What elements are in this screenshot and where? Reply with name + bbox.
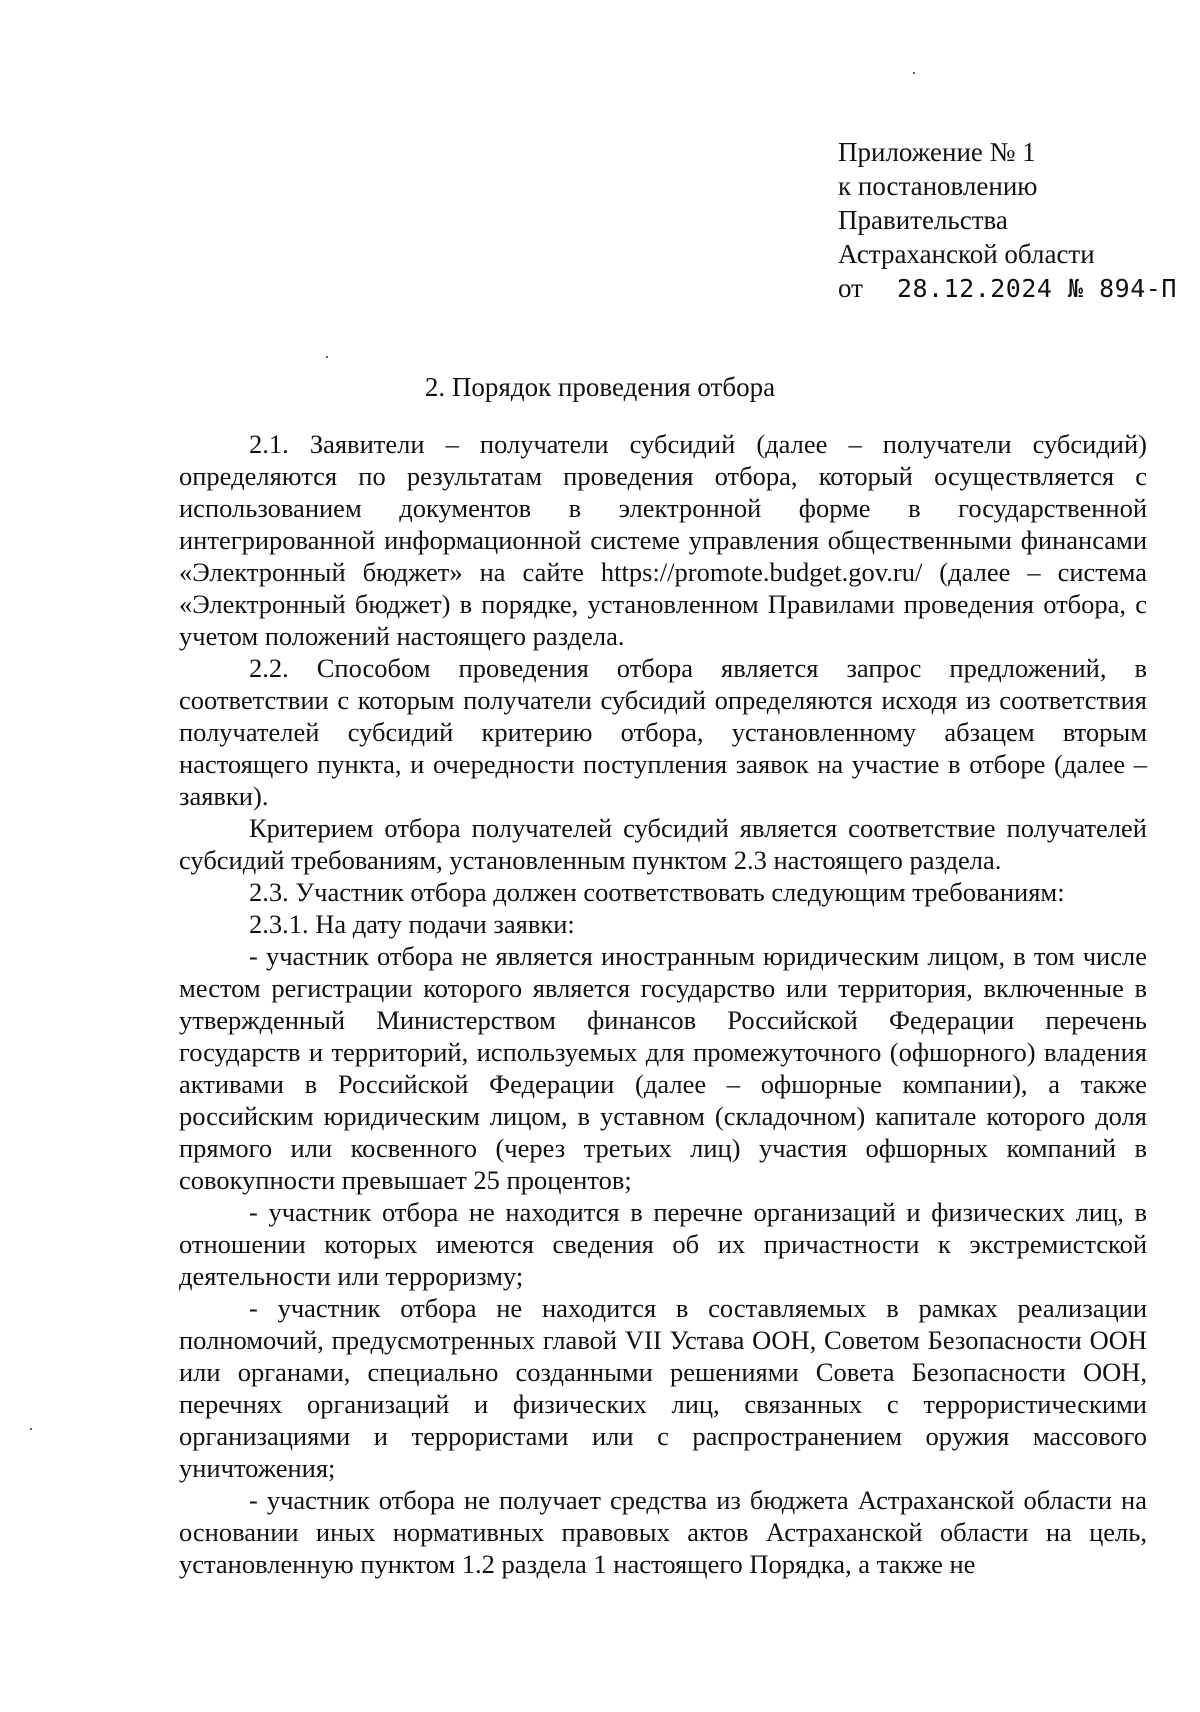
paragraph-2-1: 2.1. Заявители – получатели субсидий (далее – получатели субсидий) определяются по результатам проведения отбора, который осуществляется с использованием документов в электронной форме в государственной интегрированной информационной системе управления общественными финансами «Электронный бюджет» на сайте https://promote.budget.gov.ru/ (далее – система «Электронный бюджет) в порядке, установленном Правилами проведения отбора, с учетом положений настоящего раздела.	[179, 429, 1147, 651]
date-prefix: от	[838, 273, 863, 303]
attachment-line-3: Правительства	[838, 205, 1008, 235]
attachment-line-4: Астраханской области	[838, 239, 1095, 269]
attachment-line-1: Приложение № 1	[838, 137, 1036, 167]
scan-speck	[913, 72, 915, 74]
list-item-extremism: - участник отбора не находится в перечне организаций и физических лиц, в отношении которых имеются сведения об их причастности к экстремистской деятельности или терроризму;	[179, 1197, 1147, 1291]
date-stamp: 28.12.2024 № 894-П	[896, 274, 1177, 303]
section-title: 2. Порядок проведения отбора	[424, 372, 776, 402]
attachment-date-row	[838, 271, 1177, 306]
paragraph-2-2: 2.2. Способом проведения отбора является запрос предложений, в соответствии с которым получатели субсидий определяются исходя из соответствия получателей субсидий критерию отбора, установленному абзацем вторым настоящего пункта, и очередности поступления заявок на участие в отборе (далее – заявки).	[179, 653, 1147, 811]
scan-speck	[326, 356, 328, 358]
attachment-line-2: к постановлению	[838, 171, 1038, 201]
paragraph-criterion: Критерием отбора получателей субсидий является соответствие получателей субсидий требованиям, установленным пунктом 2.3 настоящего раздела.	[179, 813, 1147, 875]
scan-speck	[30, 1428, 32, 1430]
paragraph-2-3-1: 2.3.1. На дату подачи заявки:	[249, 909, 575, 939]
list-item-budget-funds: - участник отбора не получает средства из бюджета Астраханской области на основании иных нормативных правовых актов Астраханской области на цель, установленную пунктом 1.2 раздела 1 настоящего Порядка, а также не	[179, 1485, 1147, 1579]
paragraph-2-3: 2.3. Участник отбора должен соответствовать следующим требованиям:	[249, 877, 1065, 907]
list-item-offshore: - участник отбора не является иностранным юридическим лицом, в том числе местом регистрации которого является государство или территория, включенные в утвержденный Министерством финансов Российской Федерации перечень государств и территорий, используемых для промежуточного (офшорного) владения активами в Российской Федерации (далее – офшорные компании), а также российским юридическим лицом, в уставном (складочном) капитале которого доля прямого или косвенного (через третьих лиц) участия офшорных компаний в совокупности превышает 25 процентов;	[179, 941, 1147, 1195]
attachment-header	[838, 135, 1177, 306]
list-item-un-sanctions: - участник отбора не находится в составляемых в рамках реализации полномочий, предусмотренных главой VII Устава ООН, Советом Безопасности ООН или органами, специально созданными решениями Совета Безопасности ООН, перечнях организаций и физических лиц, связанных с террористическими организациями и террористами или с распространением оружия массового уничтожения;	[179, 1293, 1147, 1483]
document-body	[179, 428, 1147, 1580]
